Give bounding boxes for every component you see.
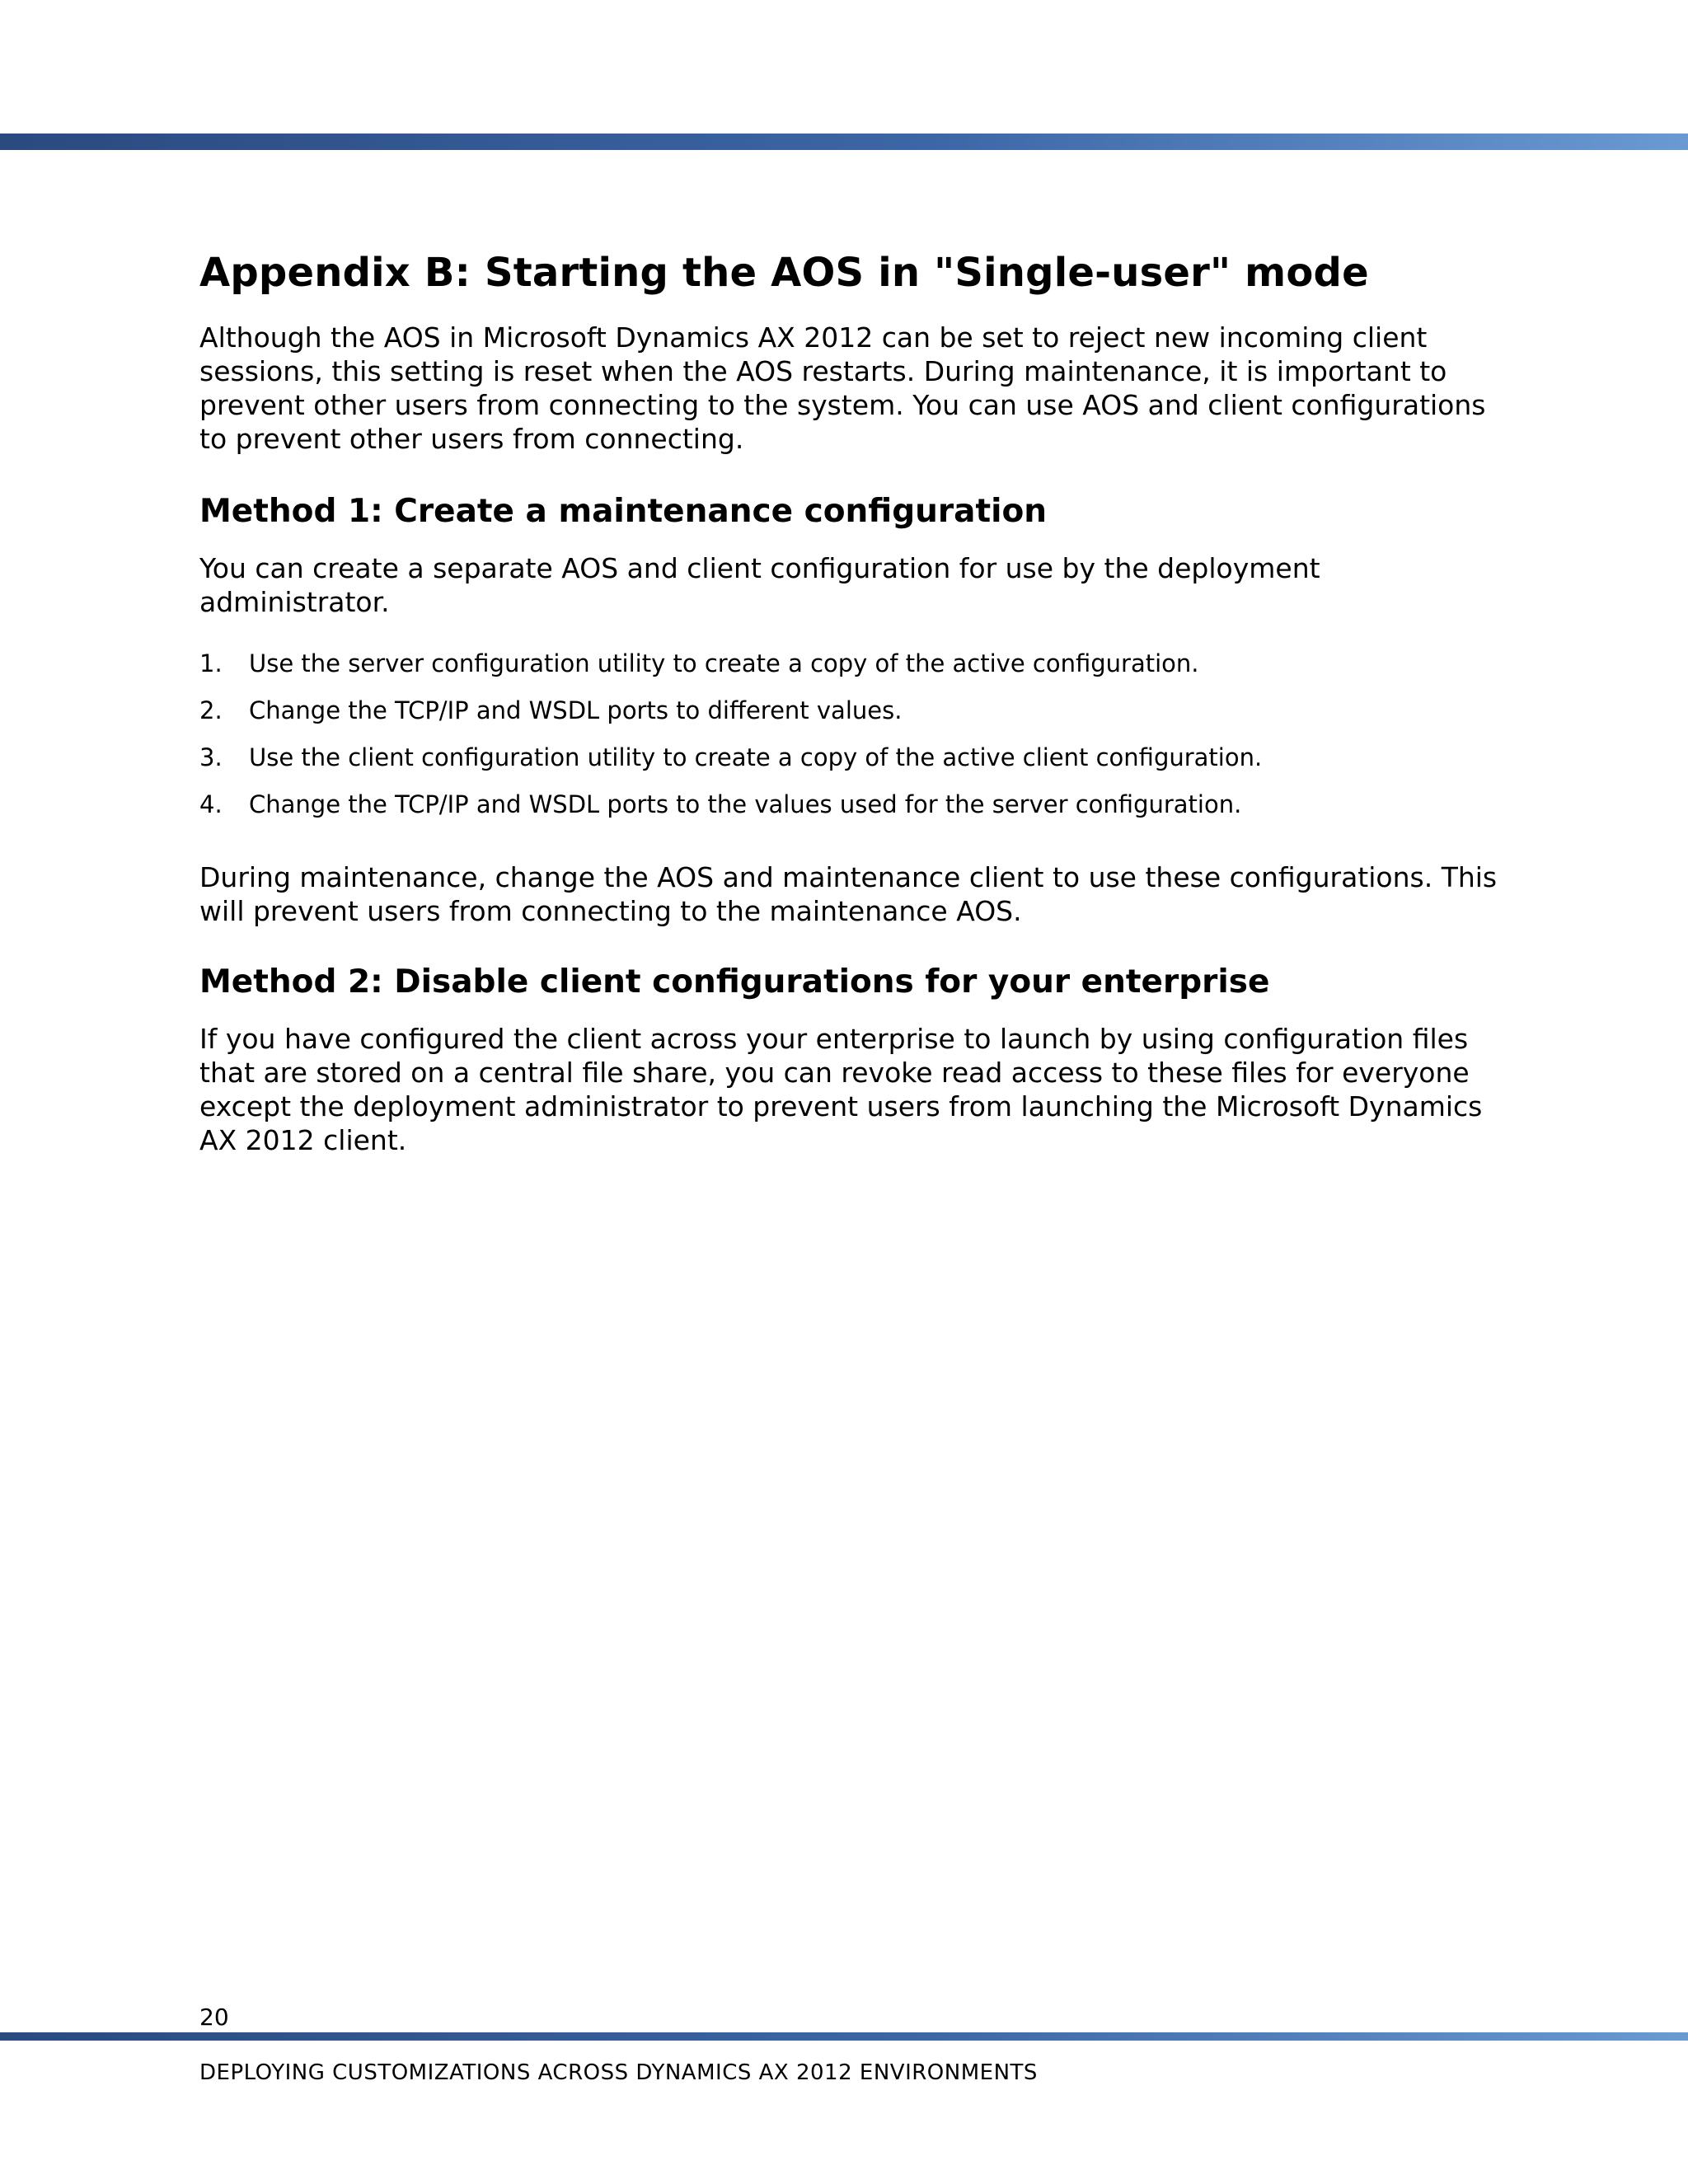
list-item-text: Change the TCP/IP and WSDL ports to the values used for the server configuration. (249, 790, 1242, 818)
list-item-number: 4. (199, 790, 223, 818)
header-bar (0, 134, 1688, 150)
list-item-text: Change the TCP/IP and WSDL ports to different values. (249, 696, 903, 724)
list-item (199, 647, 1502, 680)
page-title: Appendix B: Starting the AOS in "Single-user" mode (199, 250, 1369, 296)
list-item (199, 788, 1502, 821)
intro-paragraph: Although the AOS in Microsoft Dynamics AX 2012 can be set to reject new incoming client sessions, this setting is reset when the AOS restarts. During maintenance, it is important to prevent other users from connecting to the system. You can use AOS and client configurations to prevent other users from connecting. (199, 321, 1486, 455)
method1-steps-list (199, 647, 1502, 821)
footer-document-title: DEPLOYING CUSTOMIZATIONS ACROSS DYNAMICS AX 2012 ENVIRONMENTS (199, 2060, 1038, 2085)
list-item (199, 741, 1502, 774)
method2-paragraph: If you have configured the client across your enterprise to launch by using configuration files that are stored on a central file share, you can revoke read access to these files for everyone except the deployment administrator to prevent users from launching the Microsoft Dynamics AX 2012 client. (199, 1023, 1483, 1156)
page-content (199, 243, 1502, 1157)
method1-conclusion: During maintenance, change the AOS and maintenance client to use these configurations. This will prevent users from connecting to the maintenance AOS. (199, 861, 1498, 927)
footer-bar (0, 2032, 1688, 2041)
method1-heading: Method 1: Create a maintenance configuration (199, 493, 1048, 530)
list-item-number: 3. (199, 743, 223, 771)
list-item-number: 2. (199, 696, 223, 724)
list-item (199, 694, 1502, 727)
method1-intro: You can create a separate AOS and client configuration for use by the deployment administrator. (199, 552, 1320, 618)
method2-heading: Method 2: Disable client configurations for your enterprise (199, 963, 1270, 1001)
list-item-text: Use the client configuration utility to create a copy of the active client configuration. (249, 743, 1263, 771)
list-item-text: Use the server configuration utility to create a copy of the active configuration. (249, 649, 1199, 677)
list-item-number: 1. (199, 649, 223, 677)
page-number: 20 (199, 2004, 229, 2031)
